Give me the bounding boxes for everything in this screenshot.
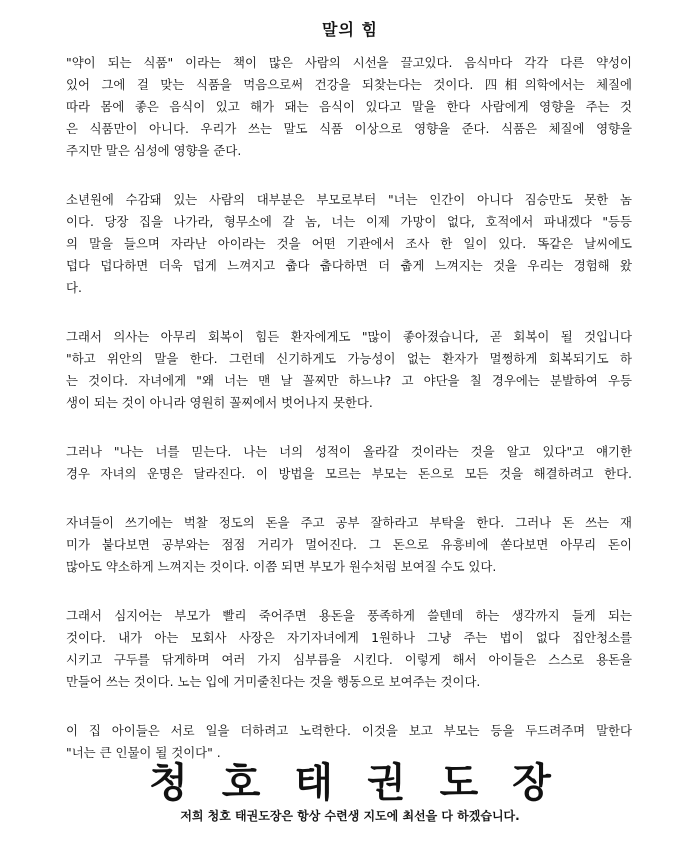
paragraph-line: "너는 큰 인물이 될 것이다" . — [66, 745, 221, 760]
paragraph-line: 경우 자녀의 운명은 달라진다. 이 방법을 모르는 부모는 돈으로 모든 것을 해결하려고 한다. — [66, 466, 632, 481]
paragraph-line: "하고 위안의 말을 한다. 그런데 신기하게도 가능성이 없는 환자가 멀쩡하게 회복되기도 하 — [66, 351, 632, 366]
paragraph-3 — [66, 326, 632, 414]
paragraph-line: 덥다 덥다하면 더욱 덥게 느껴지고 춥다 춥다하면 더 춥게 느껴지는 것을 우리는 경험해 왔 — [66, 258, 632, 273]
paragraph-line: 시키고 구두를 닦게하며 여러 가지 심부름을 시킨다. 이렇게 해서 아이들은 스스로 용돈을 — [66, 652, 632, 667]
paragraph-line: "약이 되는 식품" 이라는 책이 많은 사람의 시선을 끌고있다. 음식마다 각각 다른 약성이 — [66, 55, 632, 70]
paragraph-line: 많아도 약소하게 느껴지는 것이다. 이쯤 되면 부모가 원수처럼 보여질 수도 있다. — [66, 559, 497, 574]
paragraph-6 — [66, 605, 632, 693]
document-body — [66, 52, 632, 791]
paragraph-4 — [66, 441, 632, 485]
paragraph-line: 소년원에 수감돼 있는 사람의 대부분은 부모로부터 "너는 인간이 아니다 짐승만도 못한 놈 — [66, 192, 632, 207]
paragraph-line: 은 식품만이 아니다. 우리가 쓰는 말도 식품 이상으로 영향을 준다. 식품은 체질에 영향을 — [66, 121, 632, 136]
paragraph-line: 것이다. 내가 아는 모회사 사장은 자기자녀에게 1원하나 그냥 주는 법이 없다 집안청소를 — [66, 630, 632, 645]
paragraph-line: 그래서 심지어는 부모가 빨리 죽어주면 용돈을 풍족하게 쓸텐데 하는 생각까지 들게 되는 — [66, 608, 632, 623]
paragraph-line: 만들어 쓰는 것이다. 노는 입에 거미줄친다는 것을 행동으로 보여주는 것이다. — [66, 674, 481, 689]
document-title: 말의 힘 — [322, 19, 378, 39]
paragraph-line: 의 말을 들으며 자라난 아이라는 것을 어떤 기관에서 조사 한 일이 있다. 똑같은 날씨에도 — [66, 236, 632, 251]
paragraph-5 — [66, 512, 632, 578]
paragraph-line: 그래서 의사는 아무리 회복이 힘든 환자에게도 "많이 좋아졌습니다, 곧 회복이 될 것입니다 — [66, 329, 632, 344]
paragraph-7 — [66, 720, 632, 764]
organization-name: 청호태권도장 — [149, 759, 585, 806]
paragraph-line: 있어 그에 걸 맞는 식품을 먹음으로써 건강을 되찾는다는 것이다. 四相의학에서는 체질에 — [66, 77, 632, 92]
paragraph-line: 이다. 당장 집을 나가라, 형무소에 갈 놈, 너는 이제 가망이 없다, 호적에서 파내겠다 "등등 — [66, 214, 632, 229]
paragraph-1 — [66, 52, 632, 162]
paragraph-line: 다. — [66, 280, 82, 295]
paragraph-line: 미가 붙다보면 공부와는 점점 거리가 멀어진다. 그 돈으로 유흥비에 쏟다보면 아무리 돈이 — [66, 537, 632, 552]
paragraph-2 — [66, 189, 632, 299]
paragraph-line: 생이 되는 것이 아니라 영원히 꼴찌에서 벗어나지 못한다. — [66, 395, 373, 410]
paragraph-line: 따라 몸에 좋은 음식이 있고 해가 돼는 음식이 있다고 말을 한다 사람에게 영향을 주는 것 — [66, 99, 632, 114]
paragraph-line: 자녀들이 쓰기에는 벅찰 정도의 돈을 주고 공부 잘하라고 부탁을 한다. 그러나 돈 쓰는 재 — [66, 515, 632, 530]
paragraph-line: 이 집 아이들은 서로 일을 더하려고 노력한다. 이것을 보고 부모는 등을 두드려주며 말한다 — [66, 723, 632, 738]
paragraph-line: 그러나 "나는 너를 믿는다. 나는 너의 성적이 올라갈 것이라는 것을 알고 있다"고 얘기한 — [66, 444, 632, 459]
paragraph-line: 주지만 말은 심성에 영향을 준다. — [66, 143, 242, 158]
paragraph-line: 는 것이다. 자녀에게 "왜 너는 맨 날 꼴찌만 하느냐? 고 야단을 칠 경우에는 분발하여 우등 — [66, 373, 632, 388]
organization-tagline: 저희 청호 태권도장은 항상 수련생 지도에 최선을 다 하겠습니다. — [180, 809, 520, 823]
